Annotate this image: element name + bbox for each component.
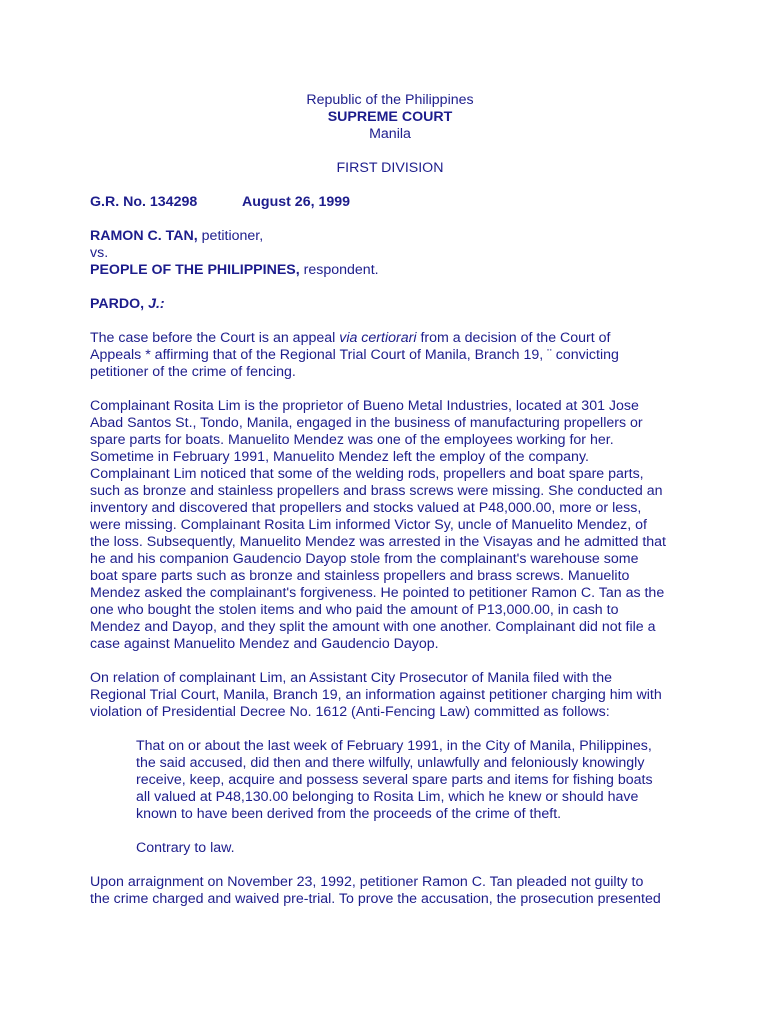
paragraph-1: [90, 330, 690, 381]
quoted-information: [136, 738, 690, 823]
document-page: [90, 92, 690, 925]
p1-line-3: petitioner of the crime of fencing.: [90, 364, 296, 380]
parties-block: [90, 228, 690, 279]
p2-line: such as bronze and stainless propellers and brass screws were missing. She conducted an: [90, 483, 663, 499]
p2-line: boat spare parts such as bronze and stainless propellers and brass screws. Manuelito: [90, 568, 630, 584]
republic-heading: Republic of the Philippines: [306, 92, 474, 108]
ponente-name: PARDO,: [90, 296, 149, 312]
p3-line: On relation of complainant Lim, an Assistant City Prosecutor of Manila filed with the: [90, 670, 613, 686]
p2-line: one who bought the stolen items and who paid the amount of P13,000.00, in cash to: [90, 602, 619, 618]
petitioner-role: petitioner,: [197, 228, 264, 244]
quote-line: all valued at P48,130.00 belonging to Rosita Lim, which he knew or should have: [136, 789, 639, 805]
quote-line: receive, keep, acquire and possess several spare parts and items for fishing boats: [136, 772, 653, 788]
p2-line: Mendez and Dayop, and they split the amount with one another. Complainant did not file a: [90, 619, 656, 635]
case-date: August 26, 1999: [242, 194, 351, 210]
p2-line: inventory and discovered that propellers and stocks valued at P48,000.00, more or less,: [90, 500, 642, 516]
versus-label: vs.: [90, 245, 109, 261]
quote-line: known to have been derived from the proceeds of the crime of theft.: [136, 806, 562, 822]
p1-text-c: from a decision of the Court of: [416, 330, 611, 346]
p2-line: case against Manuelito Mendez and Gaudencio Dayop.: [90, 636, 439, 652]
ponente-line: [90, 296, 690, 313]
paragraph-2: [90, 398, 690, 653]
respondent-name: PEOPLE OF THE PHILIPPINES,: [90, 262, 300, 278]
p2-line: Mendez asked the complainant's forgiveness. He pointed to petitioner Ramon C. Tan as the: [90, 585, 665, 601]
document-header: [90, 92, 690, 177]
p2-line: he and his companion Gaudencio Dayop stole from the complainant's warehouse some: [90, 551, 639, 567]
p2-line: were missing. Complainant Rosita Lim informed Victor Sy, uncle of Manuelito Mendez, of: [90, 517, 647, 533]
quote-closing: Contrary to law.: [136, 840, 235, 856]
p2-line: spare parts for boats. Manuelito Mendez was one of the employees working for her.: [90, 432, 614, 448]
court-heading: SUPREME COURT: [327, 109, 453, 125]
p3-line: violation of Presidential Decree No. 1612 (Anti-Fencing Law) committed as follows:: [90, 704, 610, 720]
respondent-role: respondent.: [299, 262, 379, 278]
paragraph-4: [90, 874, 690, 908]
case-number-line: [90, 194, 690, 211]
ponente-title: J.:: [148, 296, 165, 312]
p1-line-2: Appeals * affirming that of the Regional Trial Court of Manila, Branch 19, ¨ convicting: [90, 347, 619, 363]
case-number: G.R. No. 134298: [90, 194, 198, 210]
petitioner-name: RAMON C. TAN,: [90, 228, 198, 244]
p4-line: Upon arraignment on November 23, 1992, petitioner Ramon C. Tan pleaded not guilty to: [90, 874, 644, 890]
contrary-to-law: [136, 840, 690, 857]
paragraph-3: [90, 670, 690, 721]
p2-line: Complainant Rosita Lim is the proprietor of Bueno Metal Industries, located at 301 Jose: [90, 398, 639, 414]
quote-line: the said accused, did then and there wilfully, unlawfully and feloniously knowingly: [136, 755, 645, 771]
quote-line: That on or about the last week of February 1991, in the City of Manila, Philippines,: [136, 738, 652, 754]
p1-text-a: The case before the Court is an appeal: [90, 330, 340, 346]
p2-line: the loss. Subsequently, Manuelito Mendez was arrested in the Visayas and he admitted that: [90, 534, 666, 550]
division-heading: FIRST DIVISION: [336, 160, 444, 176]
p4-line: the crime charged and waived pre-trial. To prove the accusation, the prosecution presented: [90, 891, 661, 907]
p1-text-italic: via certiorari: [339, 330, 417, 346]
p2-line: Abad Santos St., Tondo, Manila, engaged in the business of manufacturing propellers or: [90, 415, 643, 431]
p2-line: Complainant Lim noticed that some of the welding rods, propellers and boat spare parts,: [90, 466, 644, 482]
city-heading: Manila: [369, 126, 411, 142]
p3-line: Regional Trial Court, Manila, Branch 19, an information against petitioner charging him with: [90, 687, 662, 703]
p2-line: Sometime in February 1991, Manuelito Mendez left the employ of the company.: [90, 449, 589, 465]
